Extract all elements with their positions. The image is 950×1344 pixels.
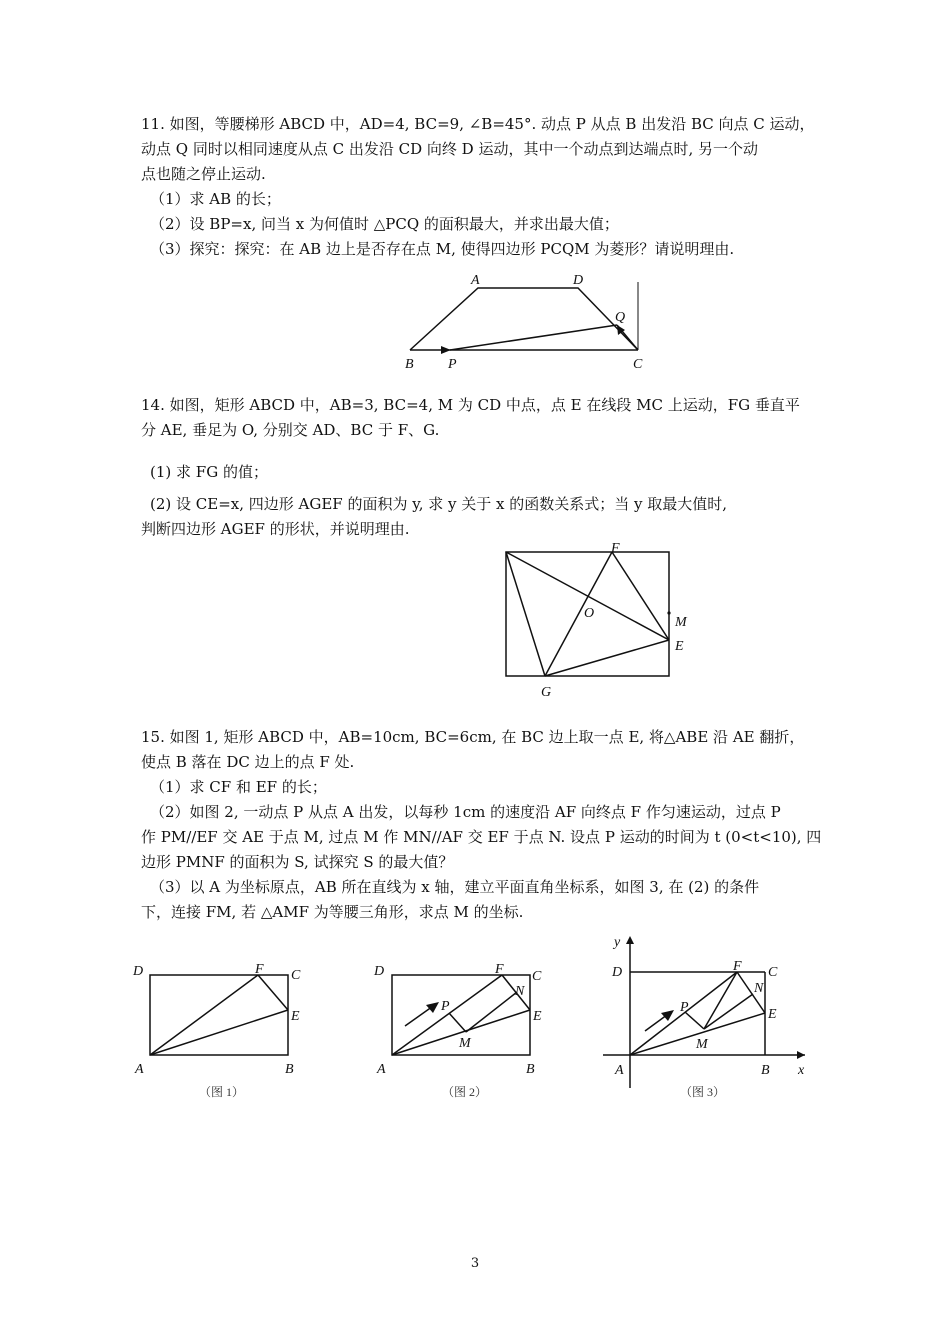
segment-pq xyxy=(450,325,617,350)
label-a: A xyxy=(615,1063,624,1078)
segment-ge xyxy=(545,640,669,676)
p14-line-5: 判断四边形 AGEF 的形状，并说明理由. xyxy=(141,520,410,538)
label-m: M xyxy=(459,1036,471,1051)
p14-line-2: 分 AE, 垂足为 O, 分别交 AD、BC 于 F、G. xyxy=(141,421,440,439)
x-axis-arrow-icon xyxy=(797,1051,805,1059)
p11-line-4: （1）求 AB 的长； xyxy=(150,190,281,208)
segment-af xyxy=(392,975,502,1055)
p15-line-5: 作 PM//EF 交 AE 于点 M, 过点 M 作 MN//AF 交 EF 于点 N. 设点 P 运动的时间为 t (0<t<10), 四 xyxy=(141,828,822,846)
label-n: N xyxy=(515,984,525,999)
label-c: C xyxy=(768,965,778,980)
label-a: A xyxy=(377,1062,386,1077)
label-g: G xyxy=(541,685,552,700)
label-b: B xyxy=(285,1062,294,1077)
label-a: A xyxy=(135,1062,144,1077)
segment-fe xyxy=(612,552,669,640)
label-d: D xyxy=(133,964,144,979)
label-p: P xyxy=(448,357,457,372)
arrow-ap-icon xyxy=(661,1010,674,1021)
p15-line-1: 15. 如图 1, 矩形 ABCD 中，AB=10cm, BC=6cm, 在 BC 边上取一点 E, 将△ABE 沿 AE 翻折， xyxy=(141,728,805,746)
p15-line-4: （2）如图 2, 一动点 P 从点 A 出发，以每秒 1cm 的速度沿 AF 向终点 F 作匀速运动，过点 P xyxy=(150,803,781,821)
label-o: O xyxy=(584,606,595,621)
label-d: D xyxy=(612,965,623,980)
p15-line-7: （3）以 A 为坐标原点，AB 所在直线为 x 轴，建立平面直角坐标系，如图 3, 在 (2) 的条件 xyxy=(150,878,760,896)
label-c: C xyxy=(633,357,643,372)
arrow-bp-icon xyxy=(441,346,451,354)
p15-figure-3 xyxy=(600,928,815,1108)
p11-line-6: （3）探究：探究：在 AB 边上是否存在点 M, 使得四边形 PCQM 为菱形？请说明理由. xyxy=(150,240,735,258)
label-m: M xyxy=(675,615,687,630)
p11-figure xyxy=(395,270,665,375)
label-d: D xyxy=(374,964,385,979)
label-b: B xyxy=(405,357,414,372)
label-b: B xyxy=(761,1063,770,1078)
label-e: E xyxy=(533,1009,542,1024)
p15-line-6: 边形 PMNF 的面积为 S, 试探究 S 的最大值？ xyxy=(141,853,454,871)
label-d: D xyxy=(573,273,584,288)
label-p: P xyxy=(441,999,450,1014)
segment-mn xyxy=(466,992,517,1032)
label-b: B xyxy=(526,1062,535,1077)
segment-pm xyxy=(449,1013,466,1032)
y-axis-arrow-icon xyxy=(626,936,634,944)
p11-line-5: （2）设 BP=x, 问当 x 为何值时 △PCQ 的面积最大，并求出最大值； xyxy=(150,215,619,233)
p15-line-2: 使点 B 落在 DC 边上的点 F 处. xyxy=(141,753,355,771)
label-y: y xyxy=(614,935,621,950)
p14-line-3: (1) 求 FG 的值； xyxy=(150,463,268,481)
caption: （图 2） xyxy=(442,1085,488,1099)
segment-fe xyxy=(258,975,288,1010)
label-c: C xyxy=(532,969,542,984)
p15-line-8: 下，连接 FM, 若 △AMF 为等腰三角形，求点 M 的坐标. xyxy=(141,903,524,921)
label-m: M xyxy=(696,1037,708,1052)
caption: （图 1） xyxy=(199,1085,245,1099)
label-f: F xyxy=(255,962,264,977)
segment-af xyxy=(150,975,258,1055)
midpoint-m-icon xyxy=(667,611,670,614)
p15-figure-2 xyxy=(370,960,555,1105)
label-p: P xyxy=(680,1000,689,1015)
label-q: Q xyxy=(615,310,626,325)
label-a: A xyxy=(471,273,480,288)
label-f: F xyxy=(495,962,504,977)
caption: （图 3） xyxy=(680,1085,726,1099)
arrow-ap-icon xyxy=(426,1002,439,1013)
p15-line-3: （1）求 CF 和 EF 的长； xyxy=(150,778,327,796)
label-x: x xyxy=(798,1063,805,1078)
segment-ae xyxy=(150,1010,288,1055)
p14-line-1: 14. 如图，矩形 ABCD 中，AB=3, BC=4, M 为 CD 中点，点 E 在线段 MC 上运动，FG 垂直平 xyxy=(141,396,800,414)
label-f: F xyxy=(611,541,620,556)
trapezoid-sides xyxy=(410,288,638,350)
label-c: C xyxy=(291,968,301,983)
page-number: 3 xyxy=(470,1256,480,1271)
label-e: E xyxy=(768,1007,777,1022)
p15-figure-1 xyxy=(125,960,310,1105)
segment-fm xyxy=(704,972,737,1029)
label-e: E xyxy=(675,639,684,654)
segment-fg xyxy=(545,552,612,676)
p11-line-1: 11. 如图，等腰梯形 ABCD 中，AD=4, BC=9, ∠B=45°. 动点 P 从点 B 出发沿 BC 向点 C 运动， xyxy=(141,115,815,133)
p11-line-2: 动点 Q 同时以相同速度从点 C 出发沿 CD 向终 D 运动，其中一个动点到达端点时, 另一个动 xyxy=(141,140,758,158)
p14-figure xyxy=(495,540,705,700)
label-f: F xyxy=(733,959,742,974)
label-e: E xyxy=(291,1009,300,1024)
label-n: N xyxy=(754,981,764,996)
p14-line-4: (2) 设 CE=x, 四边形 AGEF 的面积为 y, 求 y 关于 x 的函数关系式；当 y 取最大值时, xyxy=(150,495,728,513)
p11-line-3: 点也随之停止运动. xyxy=(141,165,266,183)
